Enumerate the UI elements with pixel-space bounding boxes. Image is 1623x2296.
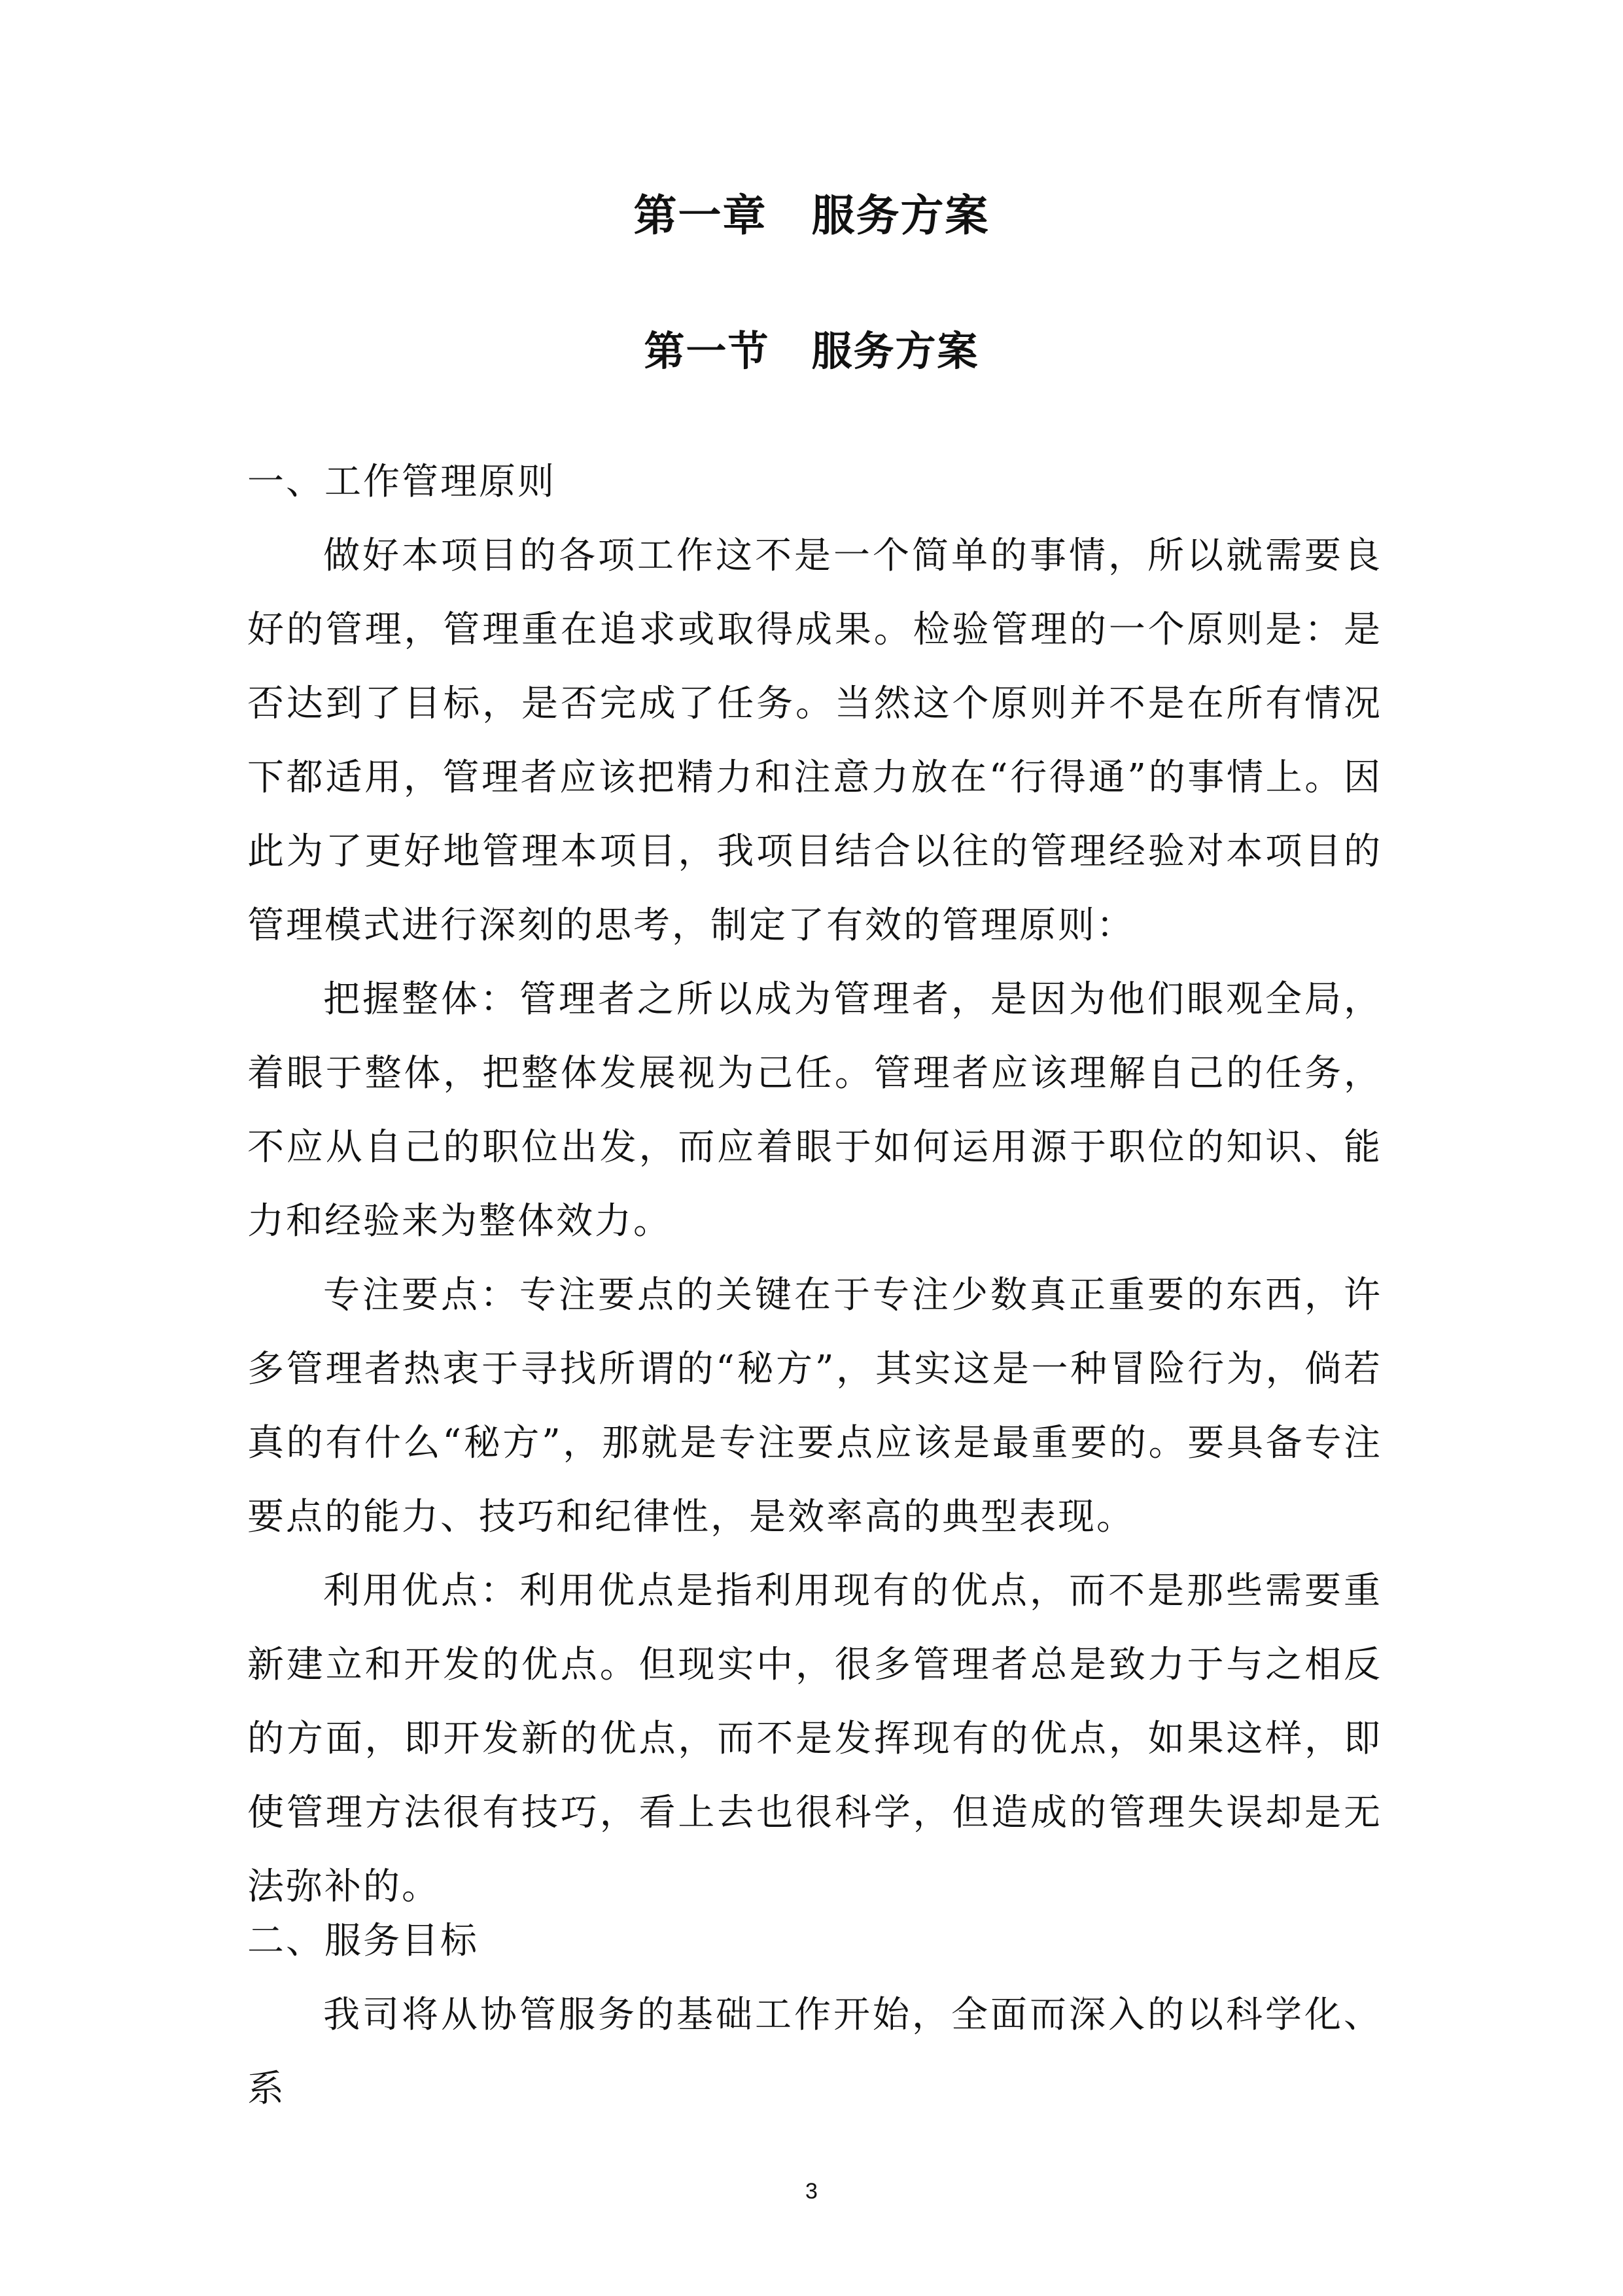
paragraph-grasp-whole: 把握整体：管理者之所以成为管理者，是因为他们眼观全局，着眼于整体，把整体发展视为己任。管理者应该理解自己的任务，不应从自己的职位出发，而应着眼于如何运用源于职位的知识、能力和经验来为整体效力。 <box>247 978 1382 1243</box>
paragraph-use-strengths: 利用优点：利用优点是指利用现有的优点，而不是那些需要重新建立和开发的优点。但现实中，很多管理者总是致力于与之相反的方面，即开发新的优点，而不是发挥现有的优点，如果这样，即使管理方法很有技巧，看上去也很科学，但造成的管理失误却是无法弥补的。 <box>247 1570 1382 1908</box>
chapter-title: 第一章 服务方案 <box>633 190 990 241</box>
section-heading-work-principles: 一、工作管理原则 <box>247 461 556 503</box>
paragraph-intro: 做好本项目的各项工作这不是一个简单的事情，所以就需要良好的管理，管理重在追求或取得成果。检验管理的一个原则是：是否达到了目标，是否完成了任务。当然这个原则并不是在所有情况下都适用，管理者应该把精力和注意力放在“行得通”的事情上。因此为了更好地管理本项目，我项目结合以往的管理经验对本项目的管理模式进行深刻的思考，制定了有效的管理原则： <box>247 535 1382 947</box>
paragraph-service-goals: 我司将从协管服务的基础工作开始，全面而深入的以科学化、系 <box>247 1994 1382 2110</box>
section-heading-service-goals: 二、服务目标 <box>247 1920 479 1962</box>
section-title: 第一节 服务方案 <box>644 327 979 375</box>
paragraph-focus-points: 专注要点：专注要点的关键在于专注少数真正重要的东西，许多管理者热衷于寻找所谓的“秘方”，其实这是一种冒险行为，倘若真的有什么“秘方”，那就是专注要点应该是最重要的。要具备专注要点的能力、技巧和纪律性，是效率高的典型表现。 <box>247 1274 1382 1538</box>
page-number: 3 <box>805 2179 818 2204</box>
